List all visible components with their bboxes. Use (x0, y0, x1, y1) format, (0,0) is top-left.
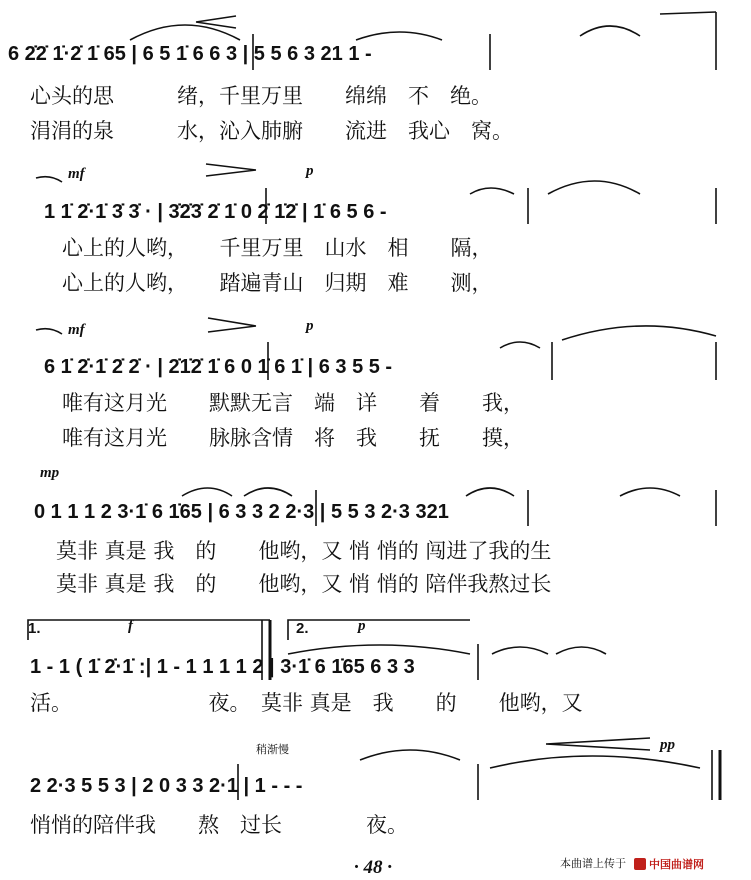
score-row-3-lyric-2: 唯有这月光 脉脉含情 将 我 抚 摸， (62, 426, 524, 450)
score-row-3-notes: 6 1̇ 2̇·1̇ 2̇ 2̇ · | 2̇1̇2̇ 1̇ 6 0 1̇ 6 1̇ | 6 3 5 5 - (44, 356, 393, 378)
dynamic-mark: mf (68, 166, 85, 182)
score-row-5-notes: 1 - 1 ( 1̇ 2̇·1̇ :| 1 - 1 1 1 1 2 | 3·1̇ 6 1̇65 6 3 3 (30, 656, 415, 678)
dynamic-mark: pp (660, 737, 675, 753)
dynamic-mark: f (128, 618, 133, 634)
score-row-6-notes: 2 2·3 5 5 3 | 2 0 3 3 2·1 | 1 - - - (30, 775, 303, 797)
score-row-4-lyric-2: 莫非 真是 我 的 他哟，又 悄 悄的 陪伴我熬过长 (56, 572, 552, 596)
site-logo-text: 中国曲谱网 (649, 858, 704, 871)
score-row-3-lyric-1: 唯有这月光 默默无言 端 详 着 我， (62, 391, 524, 415)
score-row-2-notes: 1 1̇ 2̇·1̇ 3̇ 3̇ · | 3̇2̇3̇ 2̇ 1̇ 0 2̇ 1̇2̇ | 1̇ 6 5 6 - (44, 201, 387, 223)
dynamic-mark: mp (40, 465, 60, 481)
score-row-1-notes: 6 2̇2̇ 1̇·2̇ 1̇ 65 | 6 5 1̇ 6 6 3 | 5 5 6 3 21 1 - (8, 43, 372, 65)
dynamic-mark: p (306, 163, 314, 179)
score-row-6-lyric-1: 悄悄的陪伴我 熬 过长 夜。 (30, 813, 408, 837)
footer-text: 本曲谱上传于 (560, 857, 626, 870)
volta-1-label: 1. (28, 620, 41, 637)
score-row-1-lyric-2: 涓涓的泉 水，沁入肺腑 流进 我心 窝。 (30, 119, 513, 143)
dynamic-mark: p (358, 618, 366, 634)
score-row-5-lyric-1: 活。 夜。 莫非 真是 我 的 他哟，又 (30, 691, 583, 715)
dynamic-mark: mf (68, 322, 85, 338)
score-row-1-lyric-1: 心头的思 绪，千里万里 绵绵 不 绝。 (30, 84, 492, 108)
dynamic-mark: p (306, 318, 314, 334)
page-number: · 48 · (354, 857, 392, 878)
score-row-4-notes: 0 1 1 1 2 3·1̇ 6 1̇65 | 6 3 3 2 2·3 | 5 5 3 2·3 321 (34, 501, 449, 523)
volta-2-label: 2. (296, 620, 309, 637)
score-row-2-lyric-1: 心上的人哟， 千里万里 山水 相 隔， (62, 236, 493, 260)
score-row-2-lyric-2: 心上的人哟， 踏遍青山 归期 难 测， (62, 271, 493, 295)
tempo-mark: 稍渐慢 (256, 743, 289, 756)
score-row-4-lyric-1: 莫非 真是 我 的 他哟，又 悄 悄的 闯进了我的生 (56, 539, 552, 563)
